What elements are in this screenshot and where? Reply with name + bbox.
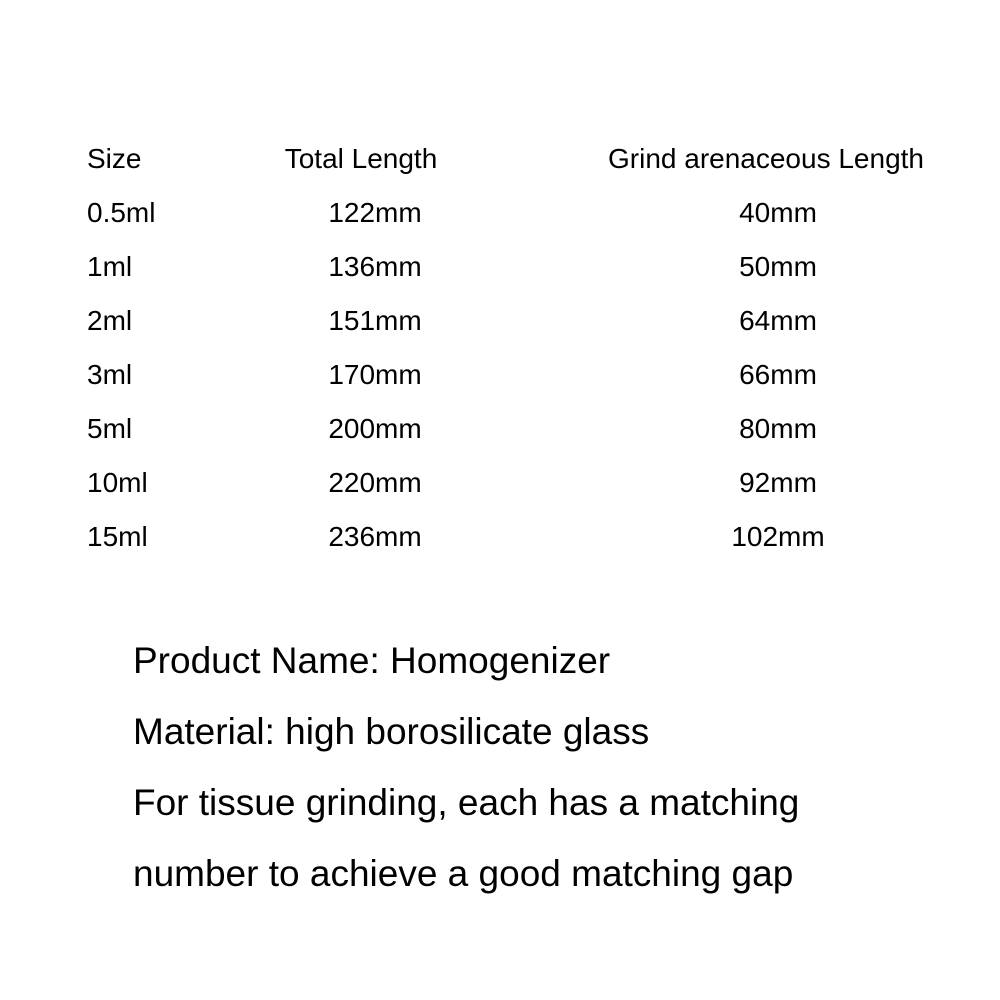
row-size: 15ml xyxy=(87,521,148,552)
row-size: 3ml xyxy=(87,359,133,390)
row-size: 0.5ml xyxy=(87,197,156,228)
table-row xyxy=(0,247,1000,287)
product-description-line-2: number to achieve a good matching gap xyxy=(133,853,794,894)
product-description-line-1: For tissue grinding, each has a matching xyxy=(133,782,800,823)
row-grind-length: 66mm xyxy=(739,359,817,390)
row-grind-length: 64mm xyxy=(739,305,817,336)
table-row xyxy=(0,517,1000,557)
table-row xyxy=(0,355,1000,395)
header-grind-length: Grind arenaceous Length xyxy=(608,143,924,174)
table-row xyxy=(0,193,1000,233)
table-row xyxy=(0,463,1000,503)
row-total-length: 151mm xyxy=(328,305,422,336)
product-material: Material: high borosilicate glass xyxy=(133,711,650,752)
table-row xyxy=(0,301,1000,341)
row-grind-length: 40mm xyxy=(739,197,817,228)
row-total-length: 122mm xyxy=(328,197,422,228)
row-total-length: 200mm xyxy=(328,413,422,444)
header-size: Size xyxy=(87,143,142,174)
row-size: 2ml xyxy=(87,305,133,336)
row-total-length: 236mm xyxy=(328,521,422,552)
product-name: Product Name: Homogenizer xyxy=(133,640,611,681)
row-total-length: 136mm xyxy=(328,251,422,282)
row-total-length: 220mm xyxy=(328,467,422,498)
row-size: 5ml xyxy=(87,413,133,444)
table-row xyxy=(0,409,1000,449)
row-grind-length: 80mm xyxy=(739,413,817,444)
row-size: 1ml xyxy=(87,251,133,282)
row-grind-length: 102mm xyxy=(731,521,825,552)
row-total-length: 170mm xyxy=(328,359,422,390)
row-grind-length: 50mm xyxy=(739,251,817,282)
row-grind-length: 92mm xyxy=(739,467,817,498)
table-header xyxy=(0,139,1000,179)
header-total-length: Total Length xyxy=(284,143,438,174)
row-size: 10ml xyxy=(87,467,148,498)
